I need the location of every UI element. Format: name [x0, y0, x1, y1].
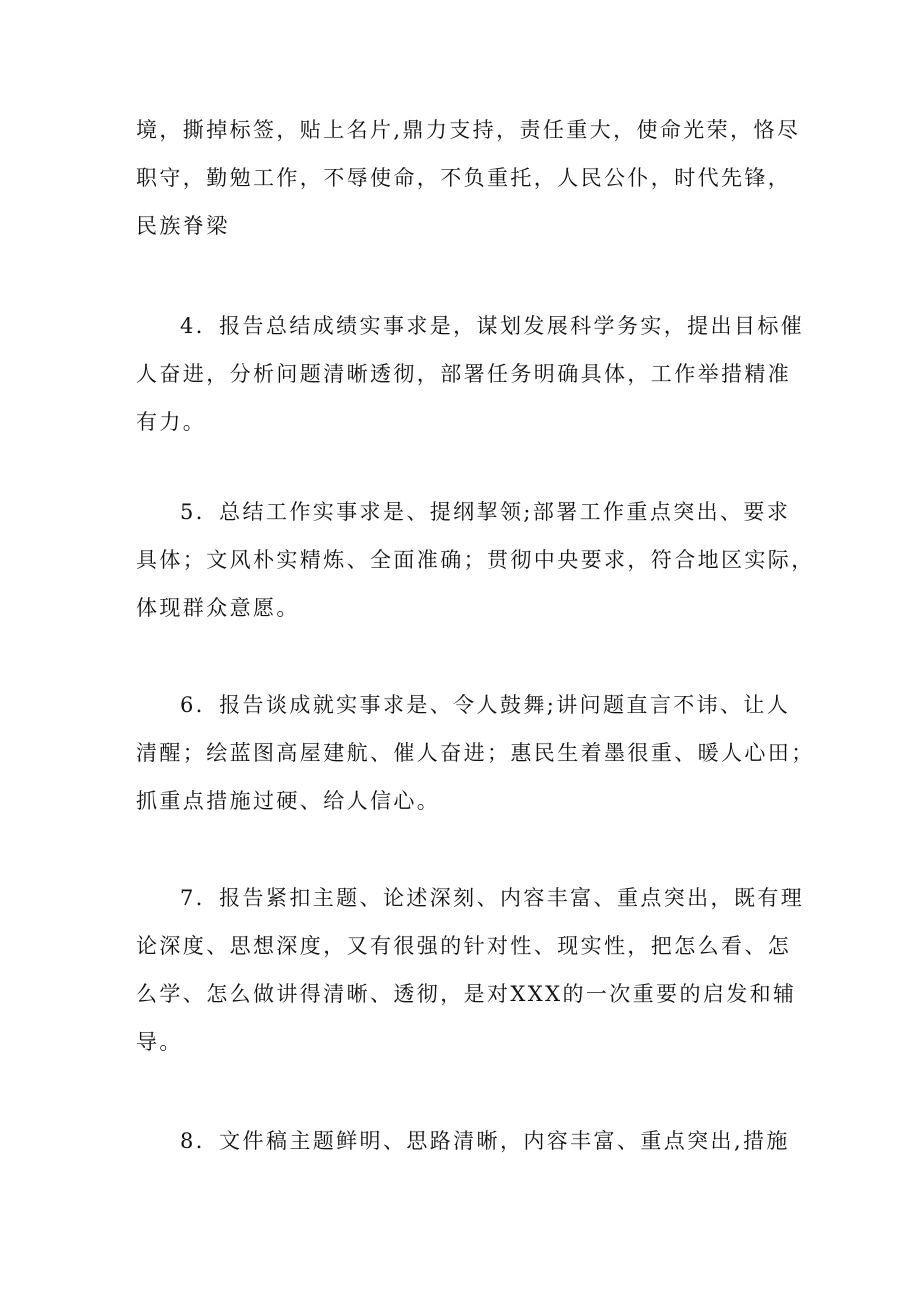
paragraph-4 — [136, 302, 805, 446]
paragraph-line: 么学、怎么做讲得清晰、透彻，是对XXX的一次重要的启发和辅 — [136, 982, 797, 1006]
paragraph-line: 体现群众意愿。 — [136, 596, 300, 620]
paragraph-line: 人奋进，分析问题清晰透彻，部署任务明确具体，工作举措精准 — [136, 362, 792, 386]
paragraph-5 — [136, 488, 815, 632]
paragraph-line: 6．报告谈成就实事求是、令人鼓舞;讲问题直言不讳、让人 — [180, 693, 791, 717]
paragraph-6 — [136, 681, 815, 825]
paragraph-7 — [136, 874, 805, 1066]
paragraph-8 — [136, 1117, 792, 1165]
paragraph-3-continued — [136, 106, 801, 250]
paragraph-line: 5．总结工作实事求是、提纲挈领;部署工作重点突出、要求 — [180, 500, 791, 524]
paragraph-line: 具体；文风朴实精炼、全面准确；贯彻中央要求，符合地区实际， — [136, 548, 815, 572]
paragraph-line: 职守，勤勉工作，不辱使命，不负重托，人民公仆，时代先锋， — [136, 166, 792, 190]
paragraph-line: 境，撕掉标签，贴上名片,鼎力支持，责任重大，使命光荣，恪尽 — [136, 118, 801, 142]
paragraph-line: 民族脊梁 — [136, 214, 230, 238]
paragraph-line: 4．报告总结成绩实事求是，谋划发展科学务实，提出目标催 — [180, 314, 805, 338]
paragraph-line: 导。 — [136, 1030, 183, 1054]
paragraph-line: 有力。 — [136, 410, 207, 434]
paragraph-line: 8．文件稿主题鲜明、思路清晰，内容丰富、重点突出,措施 — [180, 1129, 790, 1153]
paragraph-line: 清醒；绘蓝图高屋建航、催人奋进；惠民生着墨很重、暖人心田； — [136, 741, 815, 765]
paragraph-line: 抓重点措施过硬、给人信心。 — [136, 789, 441, 813]
paragraph-line: 7．报告紧扣主题、论述深刻、内容丰富、重点突出，既有理 — [180, 886, 805, 910]
paragraph-line: 论深度、思想深度，又有很强的针对性、现实性，把怎么看、怎 — [136, 934, 792, 958]
